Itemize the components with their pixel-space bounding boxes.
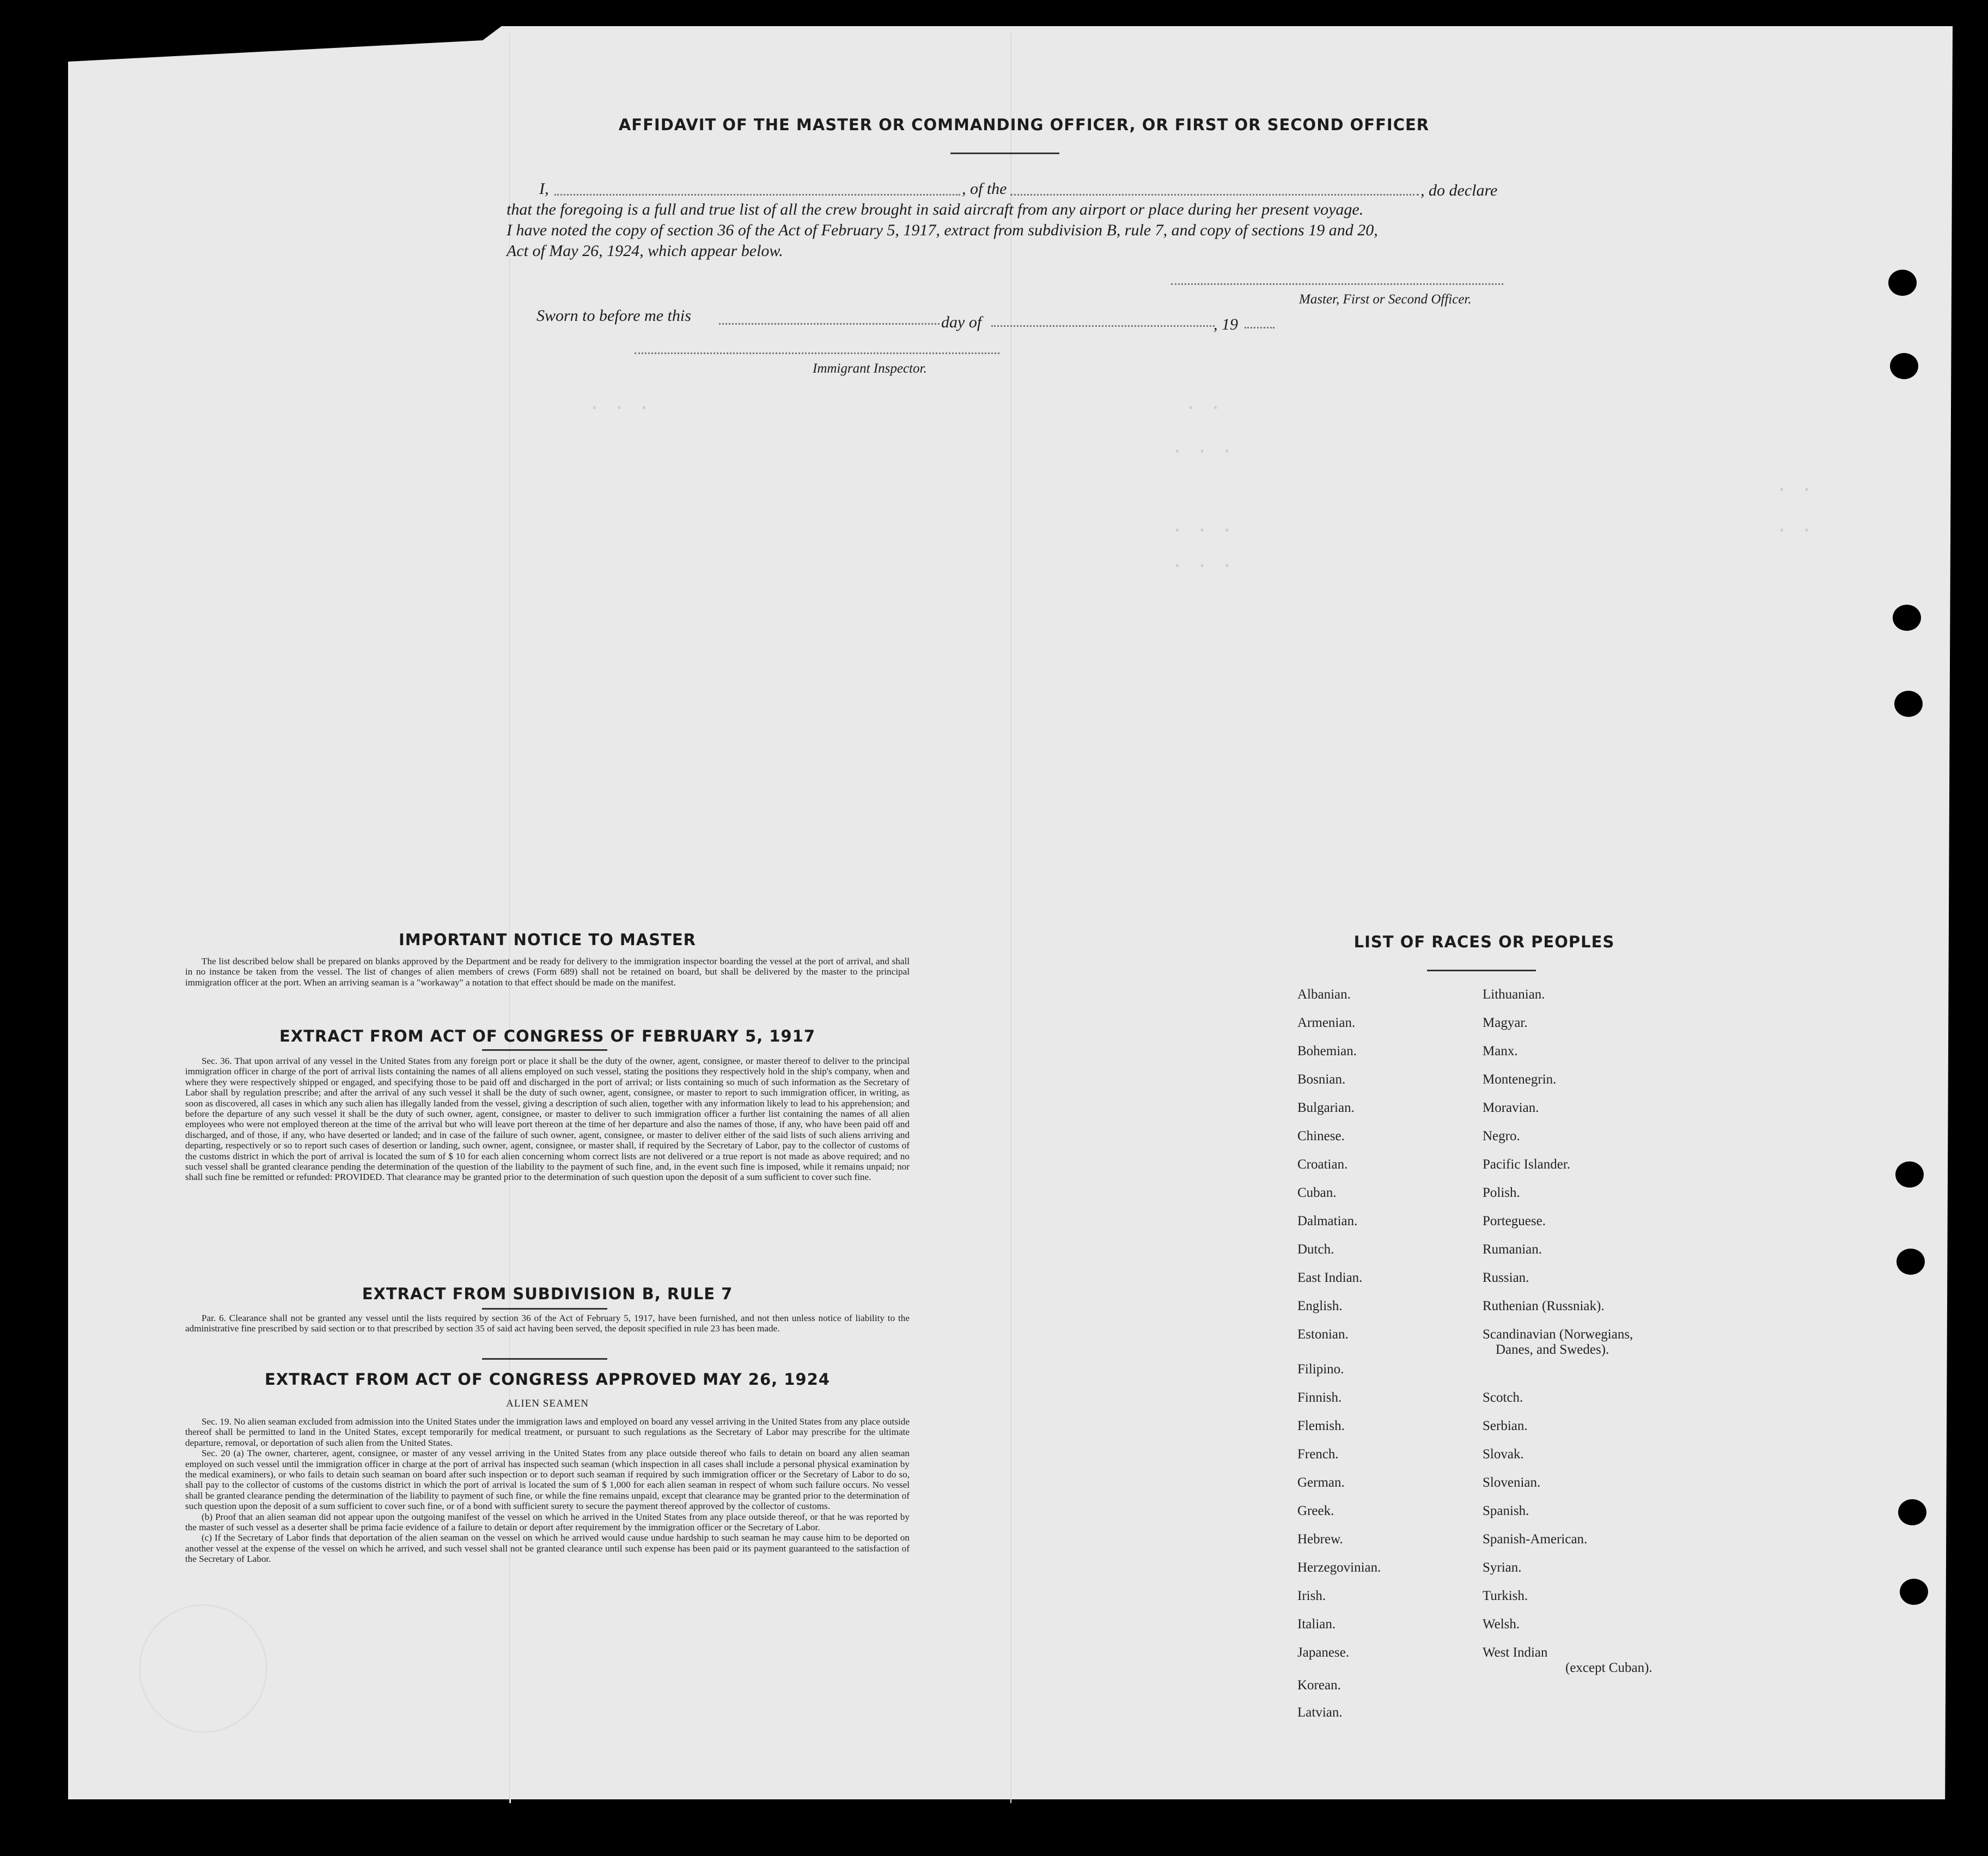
fold-line	[1010, 33, 1011, 1803]
race-item: Chinese.	[1297, 1129, 1345, 1143]
race-item: Turkish.	[1483, 1589, 1528, 1603]
affidavit-line-3: Act of May 26, 1924, which appear below.	[507, 242, 783, 260]
race-item: Filipino.	[1297, 1362, 1344, 1377]
sworn-year-field[interactable]	[1245, 327, 1274, 328]
race-item: Croatian.	[1297, 1157, 1348, 1172]
race-item: Polish.	[1483, 1185, 1520, 1200]
punch-hole	[1893, 605, 1921, 631]
extract-1924-text	[185, 1416, 910, 1565]
race-item: Irish.	[1297, 1589, 1326, 1603]
affidavit-line-2: I have noted the copy of section 36 of the Act of February 5, 1917, extract from subdivision B, rule 7, and copy of sections 19 and 20,	[507, 221, 1378, 239]
bleed-through-text: . . .	[1171, 515, 1234, 538]
race-item: English.	[1297, 1299, 1343, 1313]
sworn-label: Sworn to before me this	[536, 307, 691, 325]
race-item: Pacific Islander.	[1483, 1157, 1571, 1172]
race-item: Albanian.	[1297, 987, 1351, 1002]
race-item: Scotch.	[1483, 1390, 1523, 1405]
sworn-month-field[interactable]	[991, 325, 1215, 327]
vessel-field[interactable]	[1010, 194, 1419, 196]
bleed-through-text: . . .	[1171, 436, 1234, 459]
section-20b: (b) Proof that an alien seaman did not appear upon the outgoing manifest of the vessel on which he arrived in the United States from any place outside thereof, or that he was reported by the master of such vessel as a deserter shall be prima facie evidence of a failure to detain or deport after requirement by the immigration officer or the Secretary of Labor.	[185, 1511, 910, 1533]
race-item: Moravian.	[1483, 1100, 1539, 1115]
race-item: Welsh.	[1483, 1617, 1520, 1632]
race-item: Spanish-American.	[1483, 1532, 1588, 1547]
race-item: East Indian.	[1297, 1270, 1363, 1285]
race-item: Slovak.	[1483, 1447, 1524, 1462]
race-item: Negro.	[1483, 1129, 1520, 1143]
subdivision-text: Par. 6. Clearance shall not be granted any vessel until the lists required by section 36 of the Act of February 5, 1917, have been furnished, and not then unless notice of liability to the administrative fine prescribed by said section or to that prescribed by section 35 of said act having been served, the deposit specified in rule 23 has been made.	[185, 1313, 910, 1334]
extract-1917-text: Sec. 36. That upon arrival of any vessel in the United States from any foreign port or place it shall be the duty of the owner, agent, consignee, or master thereof to deliver to the principal immigration officer in charge of the port of arrival lists containing the names of all aliens employed on such vessel, stating the positions they respectively hold in the ship's company, when and where they were respectively shipped or engaged, and specifying those to be paid off and discharged in the port of arrival; or lists containing so much of such information as the Secretary of Labor shall by regulation prescribe; and after the arrival of any such vessel it shall be the duty of such owner, agent, consignee, or master to report to such immigration officer, in writing, as soon as discovered, all cases in which any such alien has illegally landed from the vessel, giving a description of such alien, together with any information likely to lead to his apprehension; and before the departure of any such vessel it shall be the duty of such owner, agent, consignee, or master to deliver to such immigration officer a further list containing the names of all alien employees who were not employed thereon at the time of the arrival but who will leave port thereon at the time of her departure and also the names of those, if any, who have been paid off and discharged, and of those, if any, who have deserted or landed; and in case of the failure of such owner, agent, consignee, or master to deliver either of the said lists of such aliens arriving and departing, respectively or so to report such cases of desertion or landing, such owner, agent, consignee, or master shall, if required by the Secretary of Labor, pay to the collector of customs of the customs district in which the port of arrival is located the sum of $ 10 for each alien concerning whom correct lists are not delivered or a true report is not made as above required; and no such vessel shall be granted clearance pending the determination of the question of the liability to the payment of such fine, and, in the event such fine is imposed, while it remains unpaid; nor shall such fine be remitted or refunded: PROVIDED. That clearance may be granted prior to the determination of such question upon the deposit of a sum sufficient to cover such fine.	[185, 1056, 910, 1183]
race-item: Dutch.	[1297, 1242, 1334, 1257]
year-label: , 19	[1213, 315, 1238, 333]
name-field[interactable]	[554, 194, 960, 196]
race-item: Herzegovinian.	[1297, 1560, 1381, 1575]
inspector-signature-field[interactable]	[635, 352, 999, 354]
race-item: Serbian.	[1483, 1419, 1528, 1433]
race-item: Montenegrin.	[1483, 1072, 1557, 1087]
bleed-through-text: . . . . .	[588, 392, 1222, 416]
race-item: Greek.	[1297, 1504, 1334, 1518]
race-item: Danes, and Swedes).	[1496, 1342, 1609, 1357]
race-item: Bosnian.	[1297, 1072, 1346, 1087]
punch-hole	[1894, 691, 1923, 717]
race-item: Ruthenian (Russniak).	[1483, 1299, 1605, 1313]
affidavit-of-the: , of the	[962, 180, 1007, 198]
punch-hole	[1896, 1249, 1925, 1275]
section-20c: (c) If the Secretary of Labor finds that deportation of the alien seaman on the vessel on which he arrived would cause undue hardship to such seaman he may cause him to be deported on another vessel at the expense of the vessel on which he arrived, and such vessel shall not be granted clearance until such expense has been paid or its payment guaranteed to the satisfaction of the Secretary of Labor.	[185, 1532, 910, 1565]
race-item: Italian.	[1297, 1617, 1336, 1632]
sworn-day-field[interactable]	[719, 323, 940, 325]
bleed-through-text: . .	[1776, 515, 1813, 538]
race-item: West Indian	[1483, 1645, 1548, 1660]
punch-hole	[1888, 270, 1917, 296]
embossed-seal	[139, 1604, 267, 1733]
race-item: Scandinavian (Norwegians,	[1483, 1327, 1633, 1342]
extract-1917-title: EXTRACT FROM ACT OF CONGRESS OF FEBRUARY 5, 1917	[279, 1027, 816, 1045]
race-item: Cuban.	[1297, 1185, 1337, 1200]
race-item: Lithuanian.	[1483, 987, 1545, 1002]
race-item: Magyar.	[1483, 1015, 1528, 1030]
race-item: Porteguese.	[1483, 1214, 1546, 1228]
race-item: Manx.	[1483, 1044, 1518, 1058]
punch-hole	[1895, 1161, 1924, 1188]
race-item: Bulgarian.	[1297, 1100, 1355, 1115]
race-item: French.	[1297, 1447, 1339, 1462]
races-rule	[1427, 970, 1536, 971]
notice-title: IMPORTANT NOTICE TO MASTER	[398, 930, 697, 949]
subdivision-title: EXTRACT FROM SUBDIVISION B, RULE 7	[362, 1285, 733, 1303]
affidavit-lead: I,	[539, 180, 549, 198]
inspector-label: Immigrant Inspector.	[813, 361, 927, 376]
section-rule	[482, 1358, 607, 1360]
affidavit-title: AFFIDAVIT OF THE MASTER OR COMMANDING OFFICER, OR FIRST OR SECOND OFFICER	[618, 115, 1430, 134]
punch-hole	[1890, 353, 1918, 379]
race-item: Latvian.	[1297, 1705, 1343, 1720]
bleed-through-text: . . .	[1171, 550, 1234, 574]
race-item: Japanese.	[1297, 1645, 1350, 1660]
races-title: LIST OF RACES OR PEOPLES	[1353, 933, 1615, 951]
section-19: Sec. 19. No alien seaman excluded from admission into the United States under the immigration laws and employed on board any vessel arriving in the United States from any place outside thereof shall be permitted to land in the United States, except temporarily for medical treatment, or pursuant to such regulations as the Secretary of Labor may prescribe for the ultimate departure, removal, or deportation of such alien from the United States.	[185, 1416, 910, 1448]
race-item: Finnish.	[1297, 1390, 1342, 1405]
race-item: Armenian.	[1297, 1015, 1356, 1030]
race-item: Hebrew.	[1297, 1532, 1343, 1547]
section-rule	[482, 1308, 607, 1310]
race-item: Rumanian.	[1483, 1242, 1542, 1257]
race-item: Bohemian.	[1297, 1044, 1357, 1058]
bleed-through-text: . .	[1776, 474, 1813, 497]
race-item: Syrian.	[1483, 1560, 1522, 1575]
title-rule	[950, 153, 1059, 154]
section-20a: Sec. 20 (a) The owner, charterer, agent, consignee, or master of any vessel arriving in the United States from any place outside thereof who fails to detain on board any alien seaman employed on such vessel until the immigration officer in charge at the port of arrival has inspected such seaman (which inspection in all cases shall include a personal physical examination by the medical examiners), or who fails to detain such seaman on board after such inspection or to deport such seaman if required by such immigration officer or the Secretary of Labor to do so, shall pay to the collector of customs of the customs district in which the port of arrival is located the sum of $ 1,000 for each alien seaman in respect of whom such failure occurs. No vessel shall be granted clearance pending the determination of the liability to payment of such fine, or while the fine remains unpaid, except that clearance may be granted prior to the determination of such question upon the deposit of a sum sufficient to cover such fine, or of a bond with sufficient surety to secure the payment thereof approved by the collector of customs.	[185, 1448, 910, 1512]
notice-text: The list described below shall be prepared on blanks approved by the Department and be ready for delivery to the immigration inspector boarding the vessel at the port of arrival, and shall in no instance be taken from the vessel. The list of changes of alien members of crews (Form 689) shall not be retained on board, but shall be delivered by the master to the principal immigration officer at the port. When an arriving seaman is a "workaway" a notation to that effect should be made on the manifest.	[185, 956, 910, 988]
race-item: Korean.	[1297, 1678, 1341, 1693]
punch-hole	[1900, 1579, 1928, 1605]
punch-hole	[1898, 1499, 1926, 1525]
section-rule	[482, 1049, 607, 1051]
race-item: Flemish.	[1297, 1419, 1345, 1433]
affidavit-do-declare: , do declare	[1420, 181, 1498, 199]
master-label: Master, First or Second Officer.	[1299, 292, 1472, 307]
race-item: Dalmatian.	[1297, 1214, 1358, 1228]
extract-1924-subtitle: ALIEN SEAMEN	[506, 1398, 589, 1409]
extract-1924-title: EXTRACT FROM ACT OF CONGRESS APPROVED MAY 26, 1924	[265, 1370, 830, 1389]
day-of-label: day of	[941, 313, 982, 331]
race-item: Slovenian.	[1483, 1475, 1541, 1490]
race-item: Spanish.	[1483, 1504, 1529, 1518]
race-item: Estonian.	[1297, 1327, 1349, 1342]
master-signature-field[interactable]	[1171, 283, 1503, 285]
race-item: German.	[1297, 1475, 1345, 1490]
race-item: (except Cuban).	[1565, 1660, 1652, 1675]
race-item: Russian.	[1483, 1270, 1529, 1285]
affidavit-line-1: that the foregoing is a full and true list of all the crew brought in said aircraft from any airport or place during her present voyage.	[507, 200, 1364, 218]
